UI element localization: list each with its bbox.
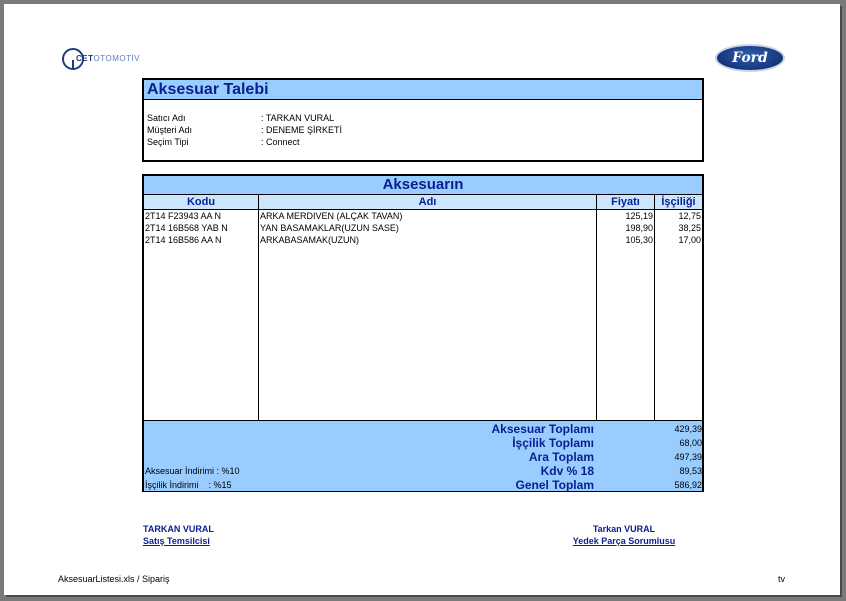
total-label-labor: İşçilik Toplamı [512,436,594,450]
total-value-grand: 586,92 [674,480,702,490]
total-value-labor: 68,00 [679,438,702,448]
cet-suffix: OTOMOTİV [93,54,141,63]
signature-parts-manager [564,524,684,546]
sales-rep-role: Satış Temsilcisi [143,536,210,546]
totals-section [144,420,702,491]
total-value-accessory: 429,39 [674,424,702,434]
total-label-vat: Kdv % 18 [540,464,594,478]
request-title: Aksesuar Talebi [144,80,702,100]
signature-sales-rep [143,524,214,546]
table-title: Aksesuarın [144,176,702,195]
col-header-labor: İşçiliği [655,195,702,210]
parts-manager-role: Yedek Parça Sorumlusu [572,536,676,546]
total-label-subtotal: Ara Toplam [528,450,594,464]
cet-brand: CET [76,54,94,63]
sales-rep-name: TARKAN VURAL [143,524,214,534]
total-value-vat: 89,53 [679,466,702,476]
footer-initials: tv [778,574,786,584]
total-label-grand: Genel Toplam [515,478,594,492]
footer-file-name: AksesuarListesi.xls / Sipariş [58,574,170,584]
cet-otomotiv-logo [62,48,152,74]
info-row-seller: Satıcı Adı : TARKAN VURAL [147,113,335,123]
parts-manager-name: Tarkan VURAL [592,524,656,534]
col-divider [258,195,259,420]
info-row-selection-type: Seçim Tipi : Connect [147,137,300,147]
request-info-box [142,78,704,162]
info-row-customer: Müşteri Adı : DENEME ŞİRKETİ [147,125,343,135]
accessories-table: Aksesuarın Kodu Adı Fiyatı İşçiliği 2T14 F23943 AA N ARKA MERDIVEN (ALÇAK TAVAN) 125,19 12,75 2T14 16B568 YAB N YAN BASAMAKLAR(UZUN SASE) 198,90 38,25 2T14 16B586 AA N ARKABASAMAK(UZUN) 105,30 17,00 Aksesuar Toplamı 429,39 İşçilik Toplamı 68,00 Ara Toplam 497,39 Kdv % 18 89,53 Genel Toplam 586,92 Aksesuar İndirimi : %10 İşçilik İndirimi : %15 [142,174,704,492]
total-value-subtotal: 497,39 [674,452,702,462]
ford-logo: Ford [715,44,785,72]
col-header-price: Fiyatı [597,195,654,210]
col-header-code: Kodu [144,195,258,210]
col-header-name: Adı [259,195,596,210]
total-label-accessory: Aksesuar Toplamı [491,422,594,436]
labor-discount: İşçilik İndirimi : %15 [145,480,232,490]
accessory-discount: Aksesuar İndirimi : %10 [145,466,240,476]
document-page [4,4,840,595]
